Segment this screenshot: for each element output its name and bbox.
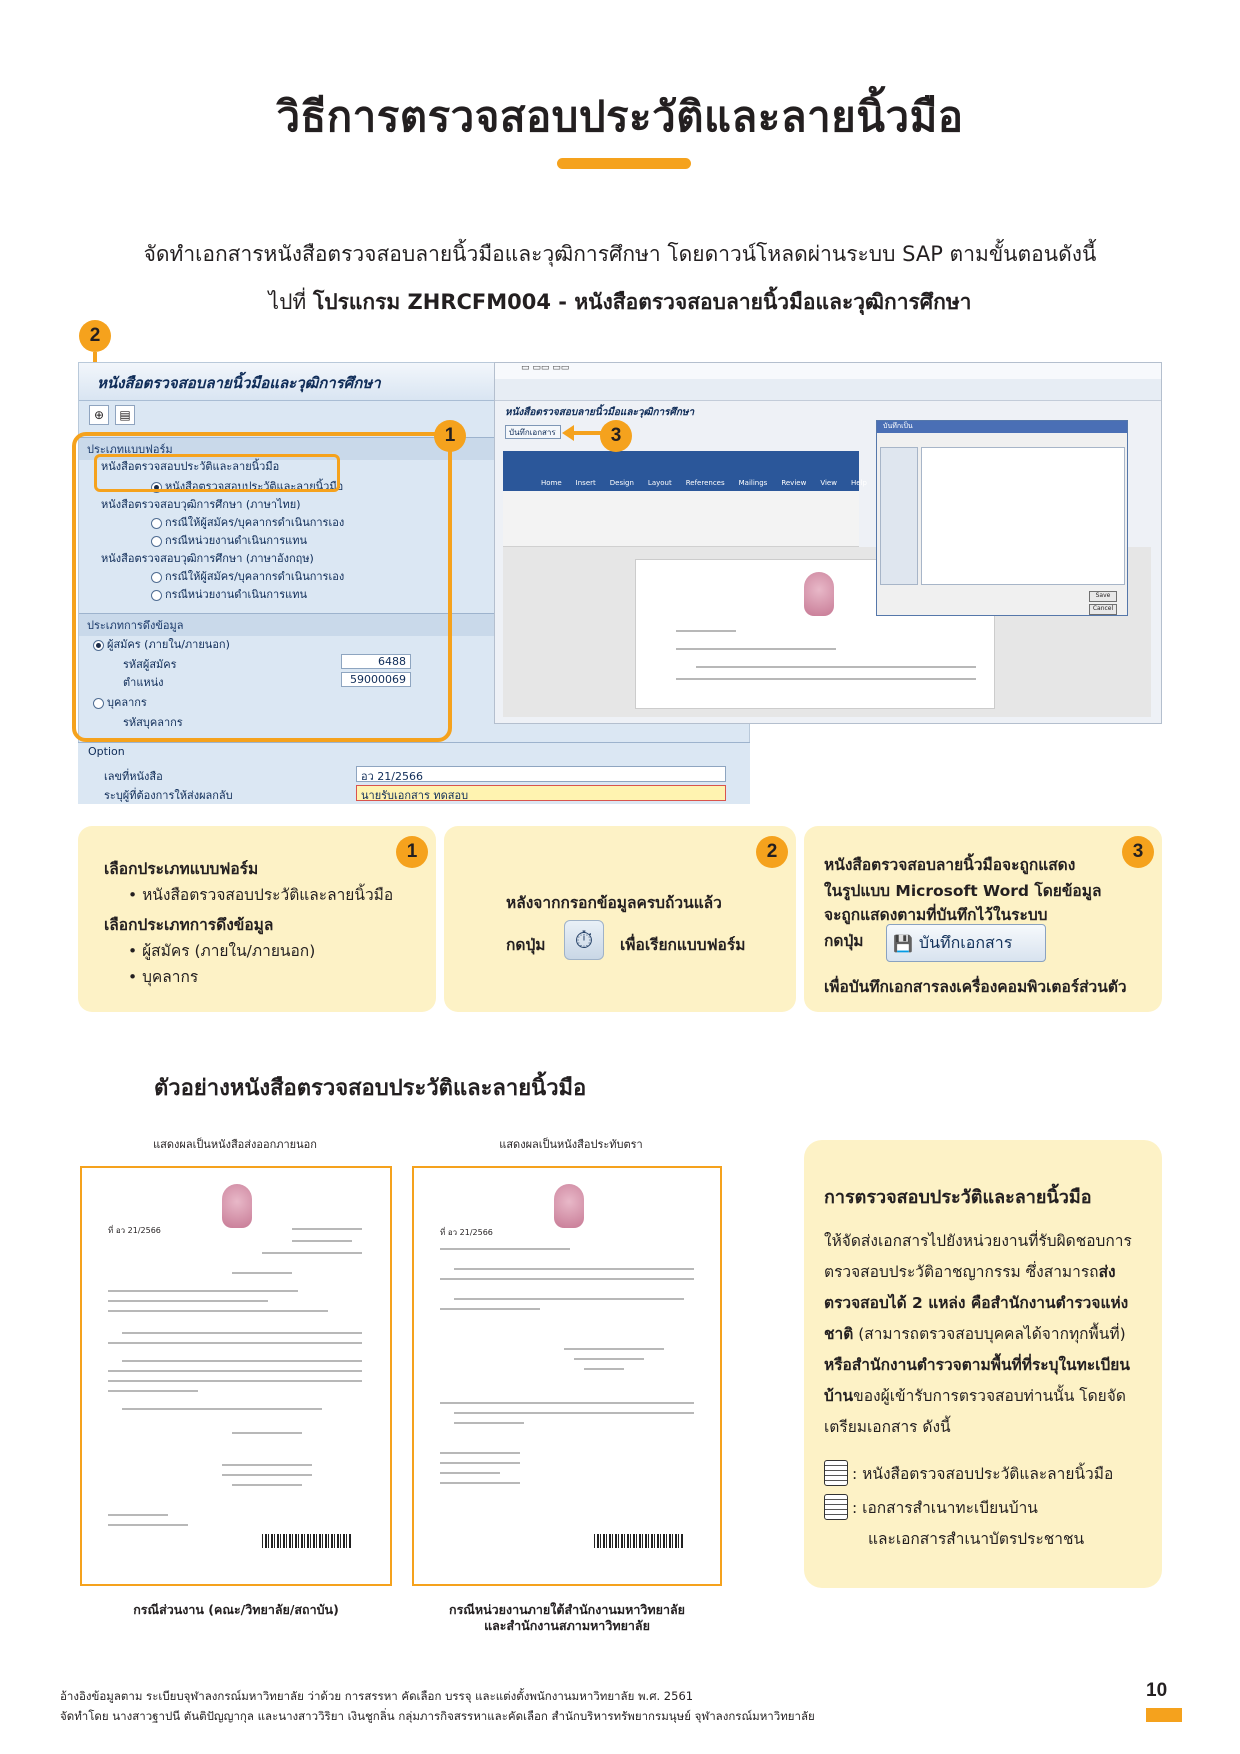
text-line bbox=[454, 1298, 684, 1300]
doc-item-1-text: : หนังสือตรวจสอบประวัติและลายนิ้วมือ bbox=[852, 1464, 1114, 1483]
ribbon-tabs bbox=[503, 479, 867, 491]
info-title: การตรวจสอบประวัติและลายนิ้วมือ bbox=[824, 1187, 1092, 1208]
dialog-title: บันทึกเป็น bbox=[877, 421, 1127, 433]
save-document-button bbox=[886, 924, 1046, 962]
word-titlebar bbox=[503, 451, 859, 479]
recipient-label: ระบุผู้ที่ต้องการให้ส่งผลกลับ bbox=[104, 789, 233, 802]
step-badge-2: 2 bbox=[79, 320, 111, 352]
program-name: โปรแกรม ZHRCFM004 - หนังสือตรวจสอบลายนิ้วมือและวุฒิการศึกษา bbox=[312, 290, 972, 314]
radio-applicant-label: ผู้สมัคร (ภายใน/ภายนอก) bbox=[107, 638, 230, 651]
step1-head1: เลือกประเภทแบบฟอร์ม bbox=[104, 860, 259, 878]
tab-insert[interactable]: Insert bbox=[575, 479, 596, 487]
text-line bbox=[440, 1308, 540, 1310]
text-line bbox=[454, 1412, 694, 1414]
form-type-group: ประเภทแบบฟอร์ม bbox=[79, 437, 499, 460]
doc-no-label: เลขที่หนังสือ bbox=[104, 770, 163, 783]
doc-item-1 bbox=[824, 1460, 1113, 1486]
recipient-input[interactable]: นายรับเอกสาร ทดสอบ bbox=[356, 785, 726, 801]
footer-credit: จัดทำโดย นางสาวฐาปนี ตันติปัญญากุล และนางสาววิริยา เงินชูกลิ่น กลุ่มภารกิจสรรหาและคัดเลือก สำนักบริหารทรัพยากรมนุษย์ จุฬาลงกรณ์มหาวิทยาลัย bbox=[60, 1709, 815, 1723]
info-text-2: (สามารถตรวจสอบบุคคลได้จากทุกพื้นที่) bbox=[853, 1325, 1126, 1343]
text-line bbox=[108, 1342, 362, 1344]
save-document-label: บันทึกเอกสาร bbox=[918, 932, 1013, 952]
text-line bbox=[440, 1482, 520, 1484]
text-line bbox=[440, 1278, 694, 1280]
step-badge-1: 1 bbox=[434, 420, 466, 452]
dialog-cancel-button[interactable]: Cancel bbox=[1089, 604, 1117, 615]
text-line bbox=[232, 1272, 292, 1274]
personnel-id-label: รหัสบุคลากร bbox=[123, 716, 183, 729]
word-sap-title: หนังสือตรวจสอบลายนิ้วมือและวุฒิการศึกษา bbox=[505, 407, 695, 418]
intro-prefix: ไปที่ bbox=[268, 290, 313, 314]
barcode bbox=[594, 1534, 684, 1548]
radio-fingerprint-label: หนังสือตรวจสอบประวัติและลายนิ้วมือ bbox=[165, 480, 344, 493]
card-badge-2: 2 bbox=[756, 836, 788, 868]
doc-item-2-text: : เอกสารสำเนาทะเบียนบ้าน bbox=[852, 1498, 1038, 1517]
floppy-disk-icon: 💾 bbox=[893, 933, 913, 953]
step-card-1 bbox=[78, 826, 436, 1012]
letter-number: ที่ อว 21/2566 bbox=[440, 1228, 493, 1237]
tab-view[interactable]: View bbox=[820, 479, 837, 487]
text-line bbox=[440, 1402, 694, 1404]
barcode bbox=[262, 1534, 352, 1548]
text-line bbox=[584, 1368, 624, 1370]
step3-press: กดปุ่ม bbox=[824, 932, 864, 950]
sap-title: หนังสือตรวจสอบลายนิ้วมือและวุฒิการศึกษา bbox=[97, 374, 381, 392]
doc-item-2 bbox=[824, 1494, 1038, 1520]
dialog-file-list[interactable] bbox=[921, 447, 1125, 585]
text-line bbox=[676, 678, 976, 680]
fingerprint-highlight bbox=[94, 454, 340, 492]
caption-office-1: กรณีหน่วยงานภายใต้สำนักงานมหาวิทยาลัย bbox=[449, 1602, 685, 1617]
text-line bbox=[108, 1300, 268, 1302]
footer-reference: อ้างอิงข้อมูลตาม ระเบียบจุฬาลงกรณ์มหาวิทยาลัย ว่าด้วย การสรรหา คัดเลือก บรรจุ และแต่งตั้งพนักงานมหาวิทยาลัย พ.ศ. 2561 bbox=[60, 1689, 694, 1703]
text-line bbox=[454, 1268, 694, 1270]
text-line bbox=[108, 1514, 168, 1516]
text-line bbox=[232, 1484, 302, 1486]
text-line bbox=[122, 1360, 362, 1362]
tab-design[interactable]: Design bbox=[609, 479, 634, 487]
sample-letter-external bbox=[80, 1166, 392, 1586]
doc-no-input[interactable]: อว 21/2566 bbox=[356, 766, 726, 782]
text-line bbox=[108, 1310, 328, 1312]
step3-after: เพื่อบันทึกเอกสารลงเครื่องคอมพิวเตอร์ส่วนตัว bbox=[824, 978, 1127, 996]
form-fingerprint-label: หนังสือตรวจสอบประวัติและลายนิ้วมือ bbox=[101, 460, 280, 473]
step1-item3-text: บุคลากร bbox=[142, 968, 199, 986]
radio-label: กรณีให้ผู้สมัคร/บุคลากรดำเนินการเอง bbox=[165, 570, 345, 583]
doc-item-2b: และเอกสารสำเนาบัตรประชาชน bbox=[868, 1530, 1085, 1548]
radio-label: กรณีให้ผู้สมัคร/บุคลากรดำเนินการเอง bbox=[165, 516, 345, 529]
step3-line2: ในรูปแบบ Microsoft Word โดยข้อมูล bbox=[824, 882, 1102, 900]
text-line bbox=[122, 1408, 322, 1410]
variant-icon[interactable]: ▤ bbox=[115, 405, 135, 425]
text-line bbox=[292, 1228, 362, 1230]
step3-line3: จะถูกแสดงตามที่บันทึกไว้ในระบบ bbox=[824, 906, 1048, 924]
text-line bbox=[454, 1422, 524, 1424]
info-body bbox=[824, 1226, 1146, 1443]
tab-review[interactable]: Review bbox=[781, 479, 807, 487]
option-label: Option bbox=[88, 745, 125, 758]
text-line bbox=[108, 1380, 362, 1382]
text-line bbox=[232, 1432, 302, 1434]
intro-program bbox=[0, 286, 1240, 319]
text-line bbox=[222, 1474, 312, 1476]
university-crest bbox=[554, 1184, 584, 1228]
sample-letter-stamped bbox=[412, 1166, 722, 1586]
tab-home[interactable]: Home bbox=[541, 479, 562, 487]
text-line bbox=[696, 666, 976, 668]
step2-after: เพื่อเรียกแบบฟอร์ม bbox=[620, 936, 746, 954]
tab-layout[interactable]: Layout bbox=[647, 479, 672, 487]
text-line bbox=[564, 1348, 664, 1350]
step1-head2: เลือกประเภทการดึงข้อมูล bbox=[104, 916, 274, 934]
text-line bbox=[676, 630, 736, 632]
intro-text: จัดทำเอกสารหนังสือตรวจสอบลายนิ้วมือและวุฒิการศึกษา โดยดาวน์โหลดผ่านระบบ SAP ตามขั้นตอนดังนี้ bbox=[143, 242, 1097, 266]
letter-number: ที่ อว 21/2566 bbox=[108, 1226, 161, 1235]
text-line bbox=[108, 1524, 188, 1526]
sap-toolbar-row bbox=[495, 379, 1161, 401]
step1-item3: • บุคลากร bbox=[128, 968, 199, 986]
card-badge-1: 1 bbox=[396, 836, 428, 868]
title-underline bbox=[557, 158, 691, 169]
radio-label: กรณีหน่วยงานดำเนินการแทน bbox=[165, 588, 307, 601]
info-text-3: ของผู้เข้ารับการตรวจสอบท่านนั้น โดยจัดเตรียมเอกสาร ดังนี้ bbox=[824, 1387, 1126, 1436]
card-badge-3: 3 bbox=[1122, 836, 1154, 868]
caption-external: แสดงผลเป็นหนังสือส่งออกภายนอก bbox=[153, 1138, 317, 1151]
info-bold-2: หรือสำนักงานตำรวจตามพื้นที่ที่ระบุในทะเบียนบ้าน bbox=[824, 1356, 1130, 1405]
text-line bbox=[440, 1472, 500, 1474]
step1-item2-text: ผู้สมัคร (ภายใน/ภายนอก) bbox=[142, 942, 316, 960]
form-edu-en-label: หนังสือตรวจสอบวุฒิการศึกษา (ภาษาอังกฤษ) bbox=[101, 552, 314, 565]
text-line bbox=[108, 1290, 298, 1292]
word-ribbon bbox=[503, 491, 859, 547]
document-icon bbox=[824, 1494, 848, 1520]
page-number-bar bbox=[1146, 1708, 1182, 1722]
applicant-id-input[interactable]: 6488 bbox=[341, 654, 411, 669]
text-line bbox=[440, 1248, 570, 1250]
position-label: ตำแหน่ง bbox=[123, 676, 164, 689]
dialog-places[interactable] bbox=[880, 447, 918, 585]
document-icon bbox=[824, 1460, 848, 1486]
radio-label: กรณีหน่วยงานดำเนินการแทน bbox=[165, 534, 307, 547]
step2-press: กดปุ่ม bbox=[506, 936, 546, 954]
samples-heading: ตัวอย่างหนังสือตรวจสอบประวัติและลายนิ้วมือ bbox=[154, 1076, 587, 1101]
step-badge-3: 3 bbox=[600, 420, 632, 452]
save-dialog bbox=[876, 420, 1128, 616]
sap-toolbar bbox=[89, 405, 135, 429]
text-line bbox=[262, 1252, 362, 1254]
text-line bbox=[440, 1462, 520, 1464]
text-line bbox=[676, 648, 836, 650]
step-card-2 bbox=[444, 826, 796, 1012]
execute-button-icon: ⏱ bbox=[564, 920, 604, 960]
tab-mailings[interactable]: Mailings bbox=[738, 479, 768, 487]
info-card bbox=[804, 1140, 1162, 1588]
dialog-save-button[interactable]: Save bbox=[1089, 591, 1117, 602]
info-bold-1: ส่งตรวจสอบได้ 2 แหล่ง คือสำนักงานตำรวจแห่งชาติ bbox=[824, 1263, 1129, 1343]
info-text-1: ให้จัดส่งเอกสารไปยังหน่วยงานที่รับผิดชอบการตรวจสอบประวัติอาชญากรรม ซึ่งสามารถ bbox=[824, 1232, 1132, 1281]
text-line bbox=[108, 1390, 198, 1392]
word-menu-bar: ▭ ▭▭ ▭▭ bbox=[495, 363, 1161, 379]
step1-item1-text: หนังสือตรวจสอบประวัติและลายนิ้วมือ bbox=[142, 886, 394, 904]
tab-references[interactable]: References bbox=[685, 479, 725, 487]
university-crest bbox=[804, 572, 834, 616]
text-line bbox=[440, 1452, 520, 1454]
page-title: วิธีการตรวจสอบประวัติและลายนิ้วมือ bbox=[276, 92, 964, 141]
text-line bbox=[122, 1332, 362, 1334]
tab-help[interactable]: Help bbox=[850, 479, 867, 487]
step1-item1: • หนังสือตรวจสอบประวัติและลายนิ้วมือ bbox=[128, 886, 394, 904]
step-card-3 bbox=[804, 826, 1162, 1012]
position-input[interactable]: 59000069 bbox=[341, 672, 411, 687]
radio-personnel-label: บุคลากร bbox=[107, 696, 147, 709]
caption-faculty: กรณีส่วนงาน (คณะ/วิทยาลัย/สถาบัน) bbox=[133, 1602, 339, 1617]
data-type-group: ประเภทการดึงข้อมูล bbox=[79, 613, 499, 636]
step2-line1: หลังจากกรอกข้อมูลครบถ้วนแล้ว bbox=[506, 894, 722, 912]
applicant-id-label: รหัสผู้สมัคร bbox=[123, 658, 177, 671]
form-edu-th-label: หนังสือตรวจสอบวุฒิการศึกษา (ภาษาไทย) bbox=[101, 498, 301, 511]
small-save-button[interactable]: บันทึกเอกสาร bbox=[505, 425, 561, 439]
university-crest bbox=[222, 1184, 252, 1228]
caption-stamped: แสดงผลเป็นหนังสือประทับตรา bbox=[499, 1138, 643, 1151]
text-line bbox=[292, 1240, 352, 1242]
step1-item2: • ผู้สมัคร (ภายใน/ภายนอก) bbox=[128, 942, 316, 960]
page-number: 10 bbox=[1146, 1680, 1168, 1701]
caption-office-2: และสำนักงานสภามหาวิทยาลัย bbox=[484, 1618, 650, 1633]
text-line bbox=[108, 1370, 362, 1372]
text-line bbox=[574, 1358, 644, 1360]
text-line bbox=[222, 1464, 312, 1466]
step3-line1: หนังสือตรวจสอบลายนิ้วมือจะถูกแสดง bbox=[824, 856, 1076, 874]
option-section bbox=[78, 742, 750, 804]
execute-icon[interactable]: ⊕ bbox=[89, 405, 109, 425]
